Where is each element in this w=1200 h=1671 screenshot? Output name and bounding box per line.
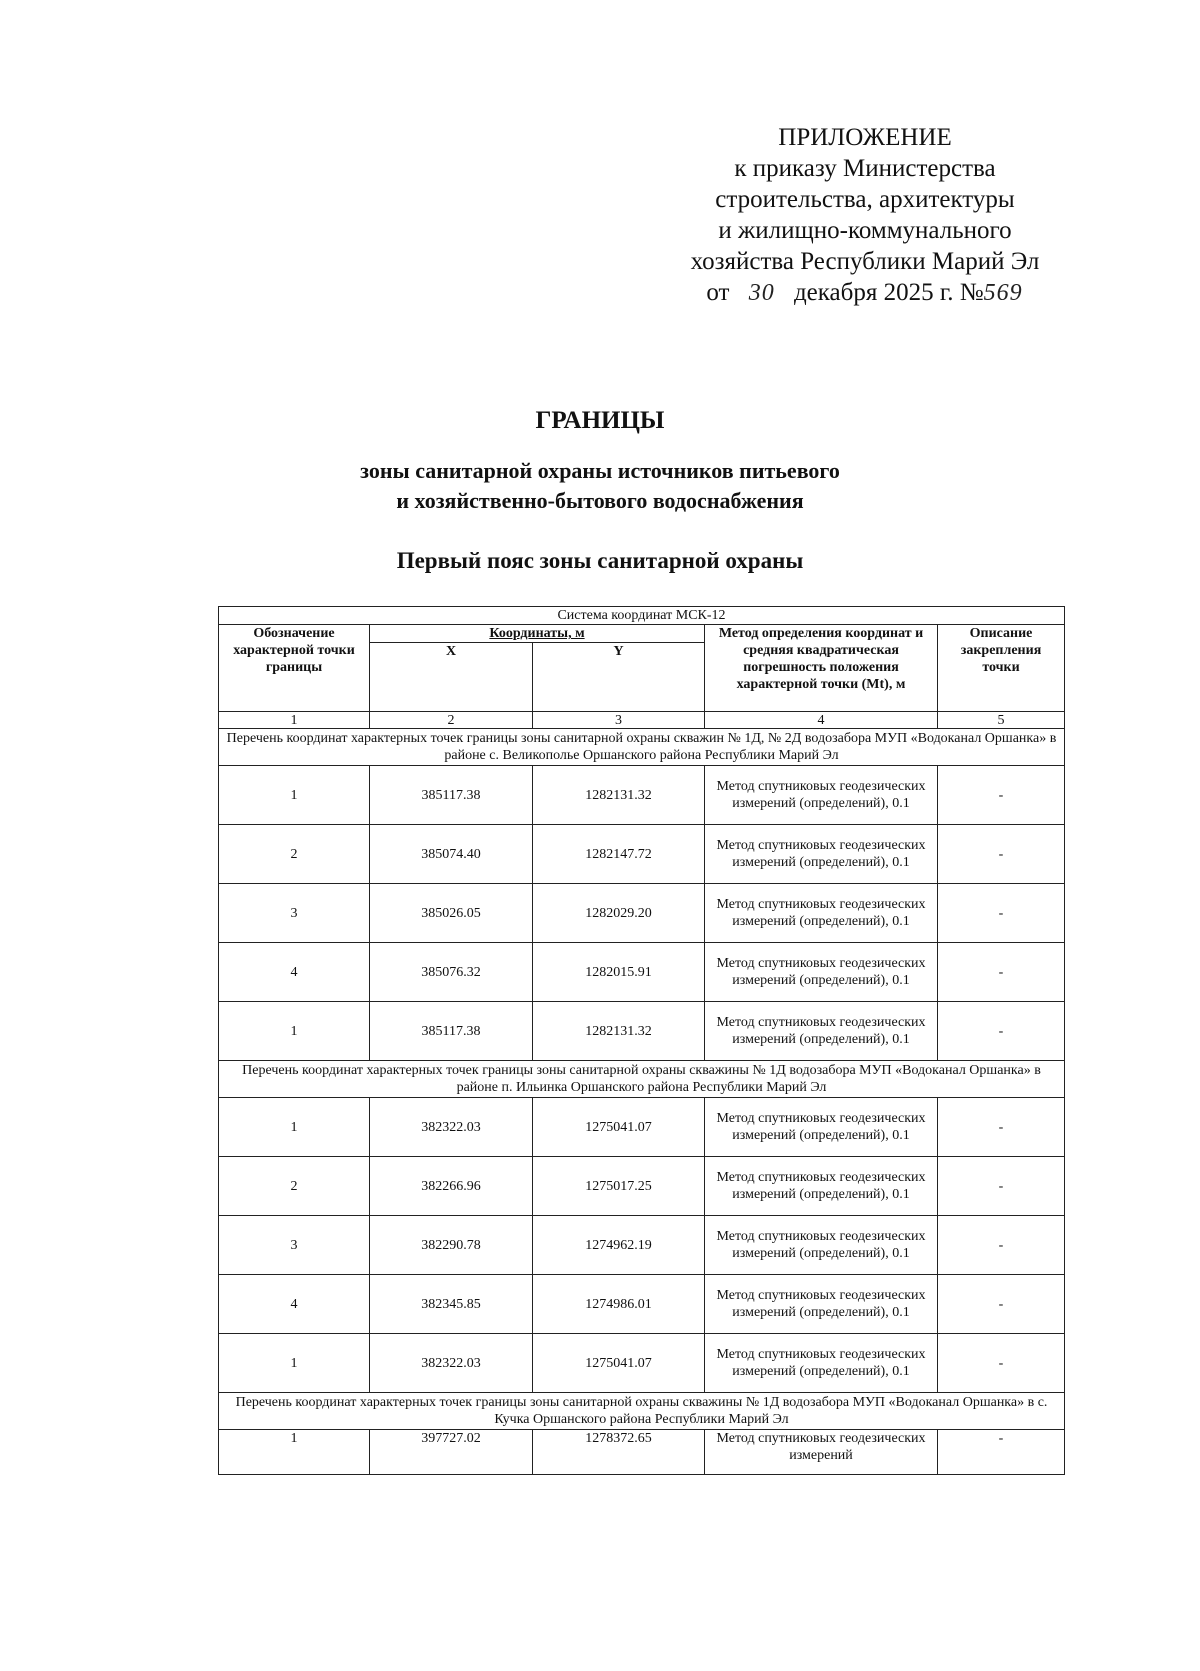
header-description: Описание закрепления точки xyxy=(938,625,1065,712)
point-cell: 4 xyxy=(219,943,370,1002)
date-prefix: от xyxy=(706,279,730,306)
y-cell: 1275017.25 xyxy=(533,1157,705,1216)
method-cell: Метод спутниковых геодезических измерений (определений), 0.1 xyxy=(705,766,938,825)
column-number: 4 xyxy=(705,712,938,729)
table-row xyxy=(219,1002,1065,1061)
column-number: 5 xyxy=(938,712,1065,729)
table-row xyxy=(219,1098,1065,1157)
x-cell: 385117.38 xyxy=(370,766,533,825)
description-cell: - xyxy=(938,1002,1065,1061)
column-number: 2 xyxy=(370,712,533,729)
point-cell: 1 xyxy=(219,766,370,825)
method-cell: Метод спутниковых геодезических измерений (определений), 0.1 xyxy=(705,1275,938,1334)
x-cell: 385117.38 xyxy=(370,1002,533,1061)
table-row xyxy=(219,943,1065,1002)
point-cell: 2 xyxy=(219,825,370,884)
x-cell: 385026.05 xyxy=(370,884,533,943)
appendix-header xyxy=(650,122,1080,309)
header-coords-label: Координаты, м xyxy=(489,626,585,641)
column-number: 3 xyxy=(533,712,705,729)
header-point: Обозначение характерной точки границы xyxy=(219,625,370,712)
x-cell: 385076.32 xyxy=(370,943,533,1002)
method-cell: Метод спутниковых геодезических измерений xyxy=(705,1430,938,1475)
header-x: X xyxy=(370,643,533,712)
y-cell: 1282015.91 xyxy=(533,943,705,1002)
y-cell: 1282131.32 xyxy=(533,1002,705,1061)
method-cell: Метод спутниковых геодезических измерений (определений), 0.1 xyxy=(705,825,938,884)
x-cell: 382322.03 xyxy=(370,1334,533,1393)
section-title-row xyxy=(219,1393,1065,1430)
description-cell: - xyxy=(938,1216,1065,1275)
header-y: Y xyxy=(533,643,705,712)
description-cell: - xyxy=(938,1275,1065,1334)
section-title-row xyxy=(219,729,1065,766)
handwritten-day: 30 xyxy=(748,280,775,306)
x-cell: 382290.78 xyxy=(370,1216,533,1275)
point-cell: 1 xyxy=(219,1098,370,1157)
y-cell: 1282147.72 xyxy=(533,825,705,884)
y-cell: 1274962.19 xyxy=(533,1216,705,1275)
table-row xyxy=(219,1216,1065,1275)
description-cell: - xyxy=(938,1157,1065,1216)
subtitle-line-1: зоны санитарной охраны источников питьевого xyxy=(360,458,840,483)
section-title: Перечень координат характерных точек границы зоны санитарной охраны скважин № 1Д, № 2Д водозабора МУП «Водоканал Оршанка» в районе с. Великополье Оршанского района Республики Марий Эл xyxy=(219,729,1065,766)
method-cell: Метод спутниковых геодезических измерений (определений), 0.1 xyxy=(705,1216,938,1275)
date-text: декабря 2025 г. № xyxy=(793,279,984,306)
point-cell: 1 xyxy=(219,1334,370,1393)
method-cell: Метод спутниковых геодезических измерений (определений), 0.1 xyxy=(705,1002,938,1061)
table-row xyxy=(219,766,1065,825)
header-coords xyxy=(370,625,705,643)
method-cell: Метод спутниковых геодезических измерений (определений), 0.1 xyxy=(705,884,938,943)
y-cell: 1278372.65 xyxy=(533,1430,705,1475)
table-row xyxy=(219,1430,1065,1475)
table-row xyxy=(219,825,1065,884)
description-cell: - xyxy=(938,1098,1065,1157)
point-cell: 3 xyxy=(219,884,370,943)
table-row xyxy=(219,1275,1065,1334)
coordinate-system-row xyxy=(219,607,1065,625)
subtitle-line-2: и хозяйственно-бытового водоснабжения xyxy=(396,488,804,513)
document-subtitle xyxy=(0,456,1200,516)
description-cell: - xyxy=(938,943,1065,1002)
description-cell: - xyxy=(938,1430,1065,1475)
belt-title: Первый пояс зоны санитарной охраны xyxy=(396,548,804,573)
y-cell: 1282029.20 xyxy=(533,884,705,943)
document-title: ГРАНИЦЫ xyxy=(535,407,665,434)
appendix-label: ПРИЛОЖЕНИЕ xyxy=(778,124,952,151)
table-row xyxy=(219,1334,1065,1393)
point-cell: 2 xyxy=(219,1157,370,1216)
appendix-line-order: к приказу Министерства xyxy=(734,155,996,182)
description-cell: - xyxy=(938,825,1065,884)
point-cell: 1 xyxy=(219,1430,370,1475)
point-cell: 1 xyxy=(219,1002,370,1061)
x-cell: 382345.85 xyxy=(370,1275,533,1334)
y-cell: 1282131.32 xyxy=(533,766,705,825)
header-method: Метод определения координат и средняя квадратическая погрешность положения характерной точки (Mt), м xyxy=(705,625,938,712)
section-title-row xyxy=(219,1061,1065,1098)
method-cell: Метод спутниковых геодезических измерений (определений), 0.1 xyxy=(705,1157,938,1216)
point-cell: 3 xyxy=(219,1216,370,1275)
appendix-line-ministry: строительства, архитектуры xyxy=(715,186,1015,213)
section-title: Перечень координат характерных точек границы зоны санитарной охраны скважины № 1Д водозабора МУП «Водоканал Оршанка» в с. Кучка Оршанского района Республики Марий Эл xyxy=(219,1393,1065,1430)
table-row xyxy=(219,1157,1065,1216)
x-cell: 385074.40 xyxy=(370,825,533,884)
x-cell: 382322.03 xyxy=(370,1098,533,1157)
appendix-line-republic: хозяйства Республики Марий Эл xyxy=(690,248,1040,275)
order-date-line xyxy=(650,277,1080,309)
method-cell: Метод спутниковых геодезических измерений (определений), 0.1 xyxy=(705,1334,938,1393)
y-cell: 1275041.07 xyxy=(533,1098,705,1157)
method-cell: Метод спутниковых геодезических измерений (определений), 0.1 xyxy=(705,943,938,1002)
point-cell: 4 xyxy=(219,1275,370,1334)
y-cell: 1274986.01 xyxy=(533,1275,705,1334)
x-cell: 382266.96 xyxy=(370,1157,533,1216)
column-number: 1 xyxy=(219,712,370,729)
coordinates-table xyxy=(218,606,1065,1475)
description-cell: - xyxy=(938,766,1065,825)
section-title: Перечень координат характерных точек границы зоны санитарной охраны скважины № 1Д водозабора МУП «Водоканал Оршанка» в районе п. Ильинка Оршанского района Республики Марий Эл xyxy=(219,1061,1065,1098)
appendix-line-housing: и жилищно-коммунального xyxy=(718,217,1012,244)
description-cell: - xyxy=(938,1334,1065,1393)
header-row-1 xyxy=(219,625,1065,643)
x-cell: 397727.02 xyxy=(370,1430,533,1475)
y-cell: 1275041.07 xyxy=(533,1334,705,1393)
column-numbers-row xyxy=(219,712,1065,729)
coordinate-system: Система координат МСК-12 xyxy=(219,607,1065,625)
table-row xyxy=(219,884,1065,943)
handwritten-order-number: 569 xyxy=(983,280,1023,306)
method-cell: Метод спутниковых геодезических измерений (определений), 0.1 xyxy=(705,1098,938,1157)
description-cell: - xyxy=(938,884,1065,943)
